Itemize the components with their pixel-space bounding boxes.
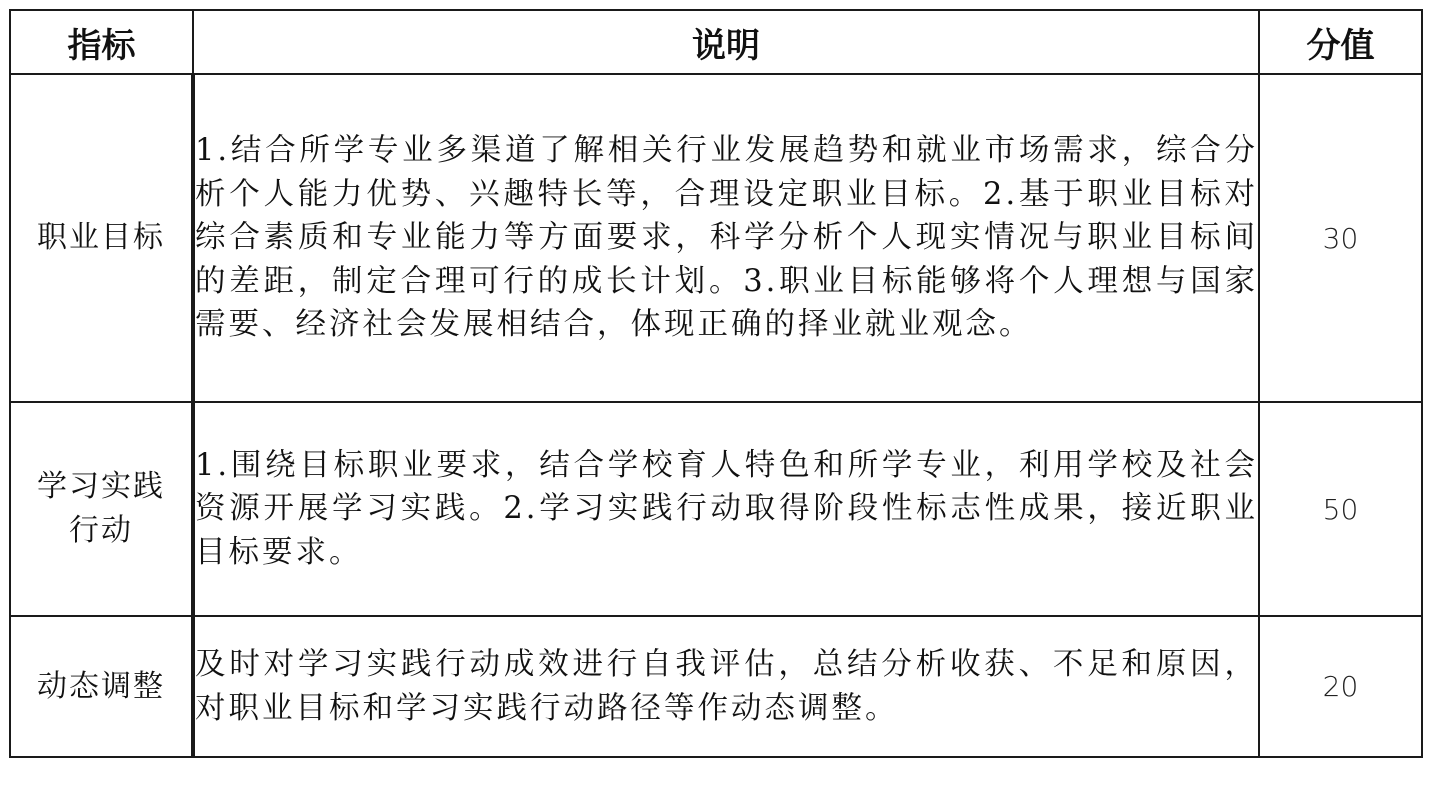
indicator-label: 职业目标 xyxy=(37,220,165,255)
header-row xyxy=(10,10,1422,74)
description-cell: 1.围绕目标职业要求，结合学校育人特色和所学专业，利用学校及社会资源开展学习实践。2.学习实践行动取得阶段性标志性成果，接近职业目标要求。 xyxy=(193,402,1259,616)
table-row xyxy=(10,616,1422,757)
score-cell: 30 xyxy=(1259,74,1422,402)
table-row xyxy=(10,74,1422,402)
header-score: 分值 xyxy=(1259,10,1422,74)
table-row xyxy=(10,402,1422,616)
score-cell: 50 xyxy=(1259,402,1422,616)
indicator-label: 动态调整 xyxy=(37,668,165,704)
header-description: 说明 xyxy=(193,10,1259,74)
indicator-cell xyxy=(10,74,193,402)
indicator-label: 学习实践行动 xyxy=(37,469,165,548)
indicator-cell xyxy=(10,616,193,757)
indicator-cell xyxy=(10,402,193,616)
description-cell: 及时对学习实践行动成效进行自我评估，总结分析收获、不足和原因，对职业目标和学习实践行动路径等作动态调整。 xyxy=(193,616,1259,757)
scoring-table xyxy=(9,9,1423,758)
description-cell: 1.结合所学专业多渠道了解相关行业发展趋势和就业市场需求，综合分析个人能力优势、兴趣特长等，合理设定职业目标。2.基于职业目标对综合素质和专业能力等方面要求，科学分析个人现实情况与职业目标间的差距，制定合理可行的成长计划。3.职业目标能够将个人理想与国家需要、经济社会发展相结合，体现正确的择业就业观念。 xyxy=(193,74,1259,402)
score-cell: 20 xyxy=(1259,616,1422,757)
header-indicator: 指标 xyxy=(10,10,193,74)
